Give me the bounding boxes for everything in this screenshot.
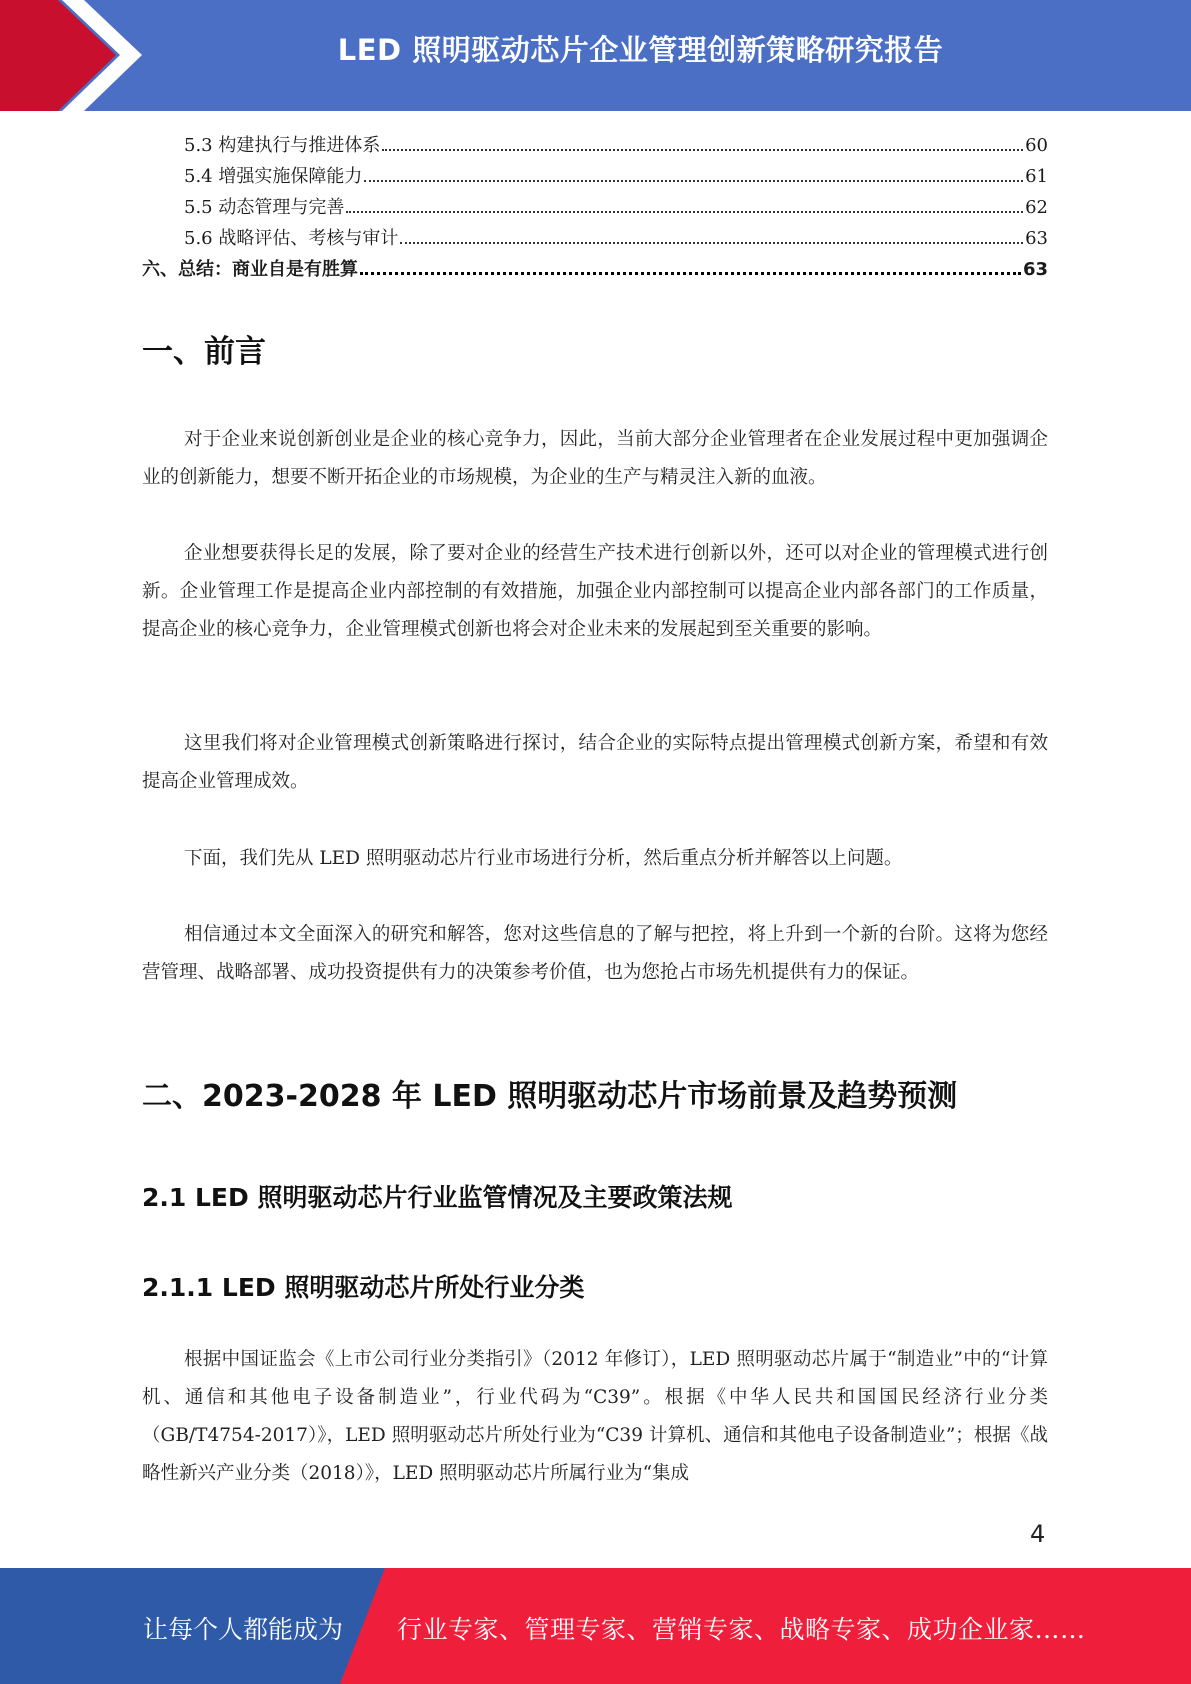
preface-paragraph: 下面，我们先从 LED 照明驱动芯片行业市场进行分析，然后重点分析并解答以上问题。 [184, 848, 903, 869]
toc-entry-page: 63 [1025, 228, 1048, 249]
toc-entry-page: 62 [1025, 197, 1048, 218]
section-2-1-1-paragraph: 根据中国证监会《上市公司行业分类指引》（2012 年修订），LED 照明驱动芯片属于“制造业”中的“计算机、通信和其他电子设备制造业”，行业代码为“C39”。根据《中华人民共和国国民经济行业分类（GB/T4754-2017）》，LED 照明驱动芯片所处行业为“C39 计算机、通信和其他电子设备制造业”；根据《战略性新兴产业分类（2018）》，LED 照明驱动芯片所属行业为“集成 [142, 1349, 1048, 1484]
footer-slogan-right: 行业专家、管理专家、营销专家、战略专家、成功企业家…… [397, 1615, 1086, 1644]
red-chevron-graphic [0, 0, 160, 111]
preface-paragraph: 企业想要获得长足的发展，除了要对企业的经营生产技术进行创新以外，还可以对企业的管理模式进行创新。企业管理工作是提高企业内部控制的有效措施，加强企业内部控制可以提高企业内部各部门的工作质量，提高企业的核心竞争力，企业管理模式创新也将会对企业未来的发展起到至关重要的影响。 [142, 543, 1048, 640]
preface-paragraph: 对于企业来说创新创业是企业的核心竞争力，因此，当前大部分企业管理者在企业发展过程中更加强调企业的创新能力，想要不断开拓企业的市场规模，为企业的生产与精灵注入新的血液。 [142, 429, 1048, 488]
header-banner [0, 0, 1191, 111]
toc-entry-page: 60 [1025, 135, 1048, 156]
toc-entry[interactable] [142, 131, 1048, 162]
toc-entry-label: 5.4 增强实施保障能力 [184, 166, 363, 187]
toc-entry[interactable] [142, 255, 1048, 286]
toc-entry-label: 六、总结：商业自是有胜算 [142, 259, 358, 280]
section-2-heading: 二、2023-2028 年 LED 照明驱动芯片市场前景及趋势预测 [142, 1079, 958, 1114]
table-of-contents [142, 131, 1048, 286]
toc-entry-page: 61 [1025, 166, 1048, 187]
preface-heading: 一、前言 [142, 334, 266, 370]
toc-dot-leader [364, 180, 1023, 182]
toc-dot-leader [346, 211, 1023, 213]
toc-dot-leader [360, 272, 1021, 275]
section-2-1-1-heading: 2.1.1 LED 照明驱动芯片所处行业分类 [142, 1273, 585, 1302]
footer-slogan-left: 让每个人都能成为 [143, 1615, 344, 1644]
preface-paragraph: 这里我们将对企业管理模式创新策略进行探讨，结合企业的实际特点提出管理模式创新方案，希望和有效提高企业管理成效。 [142, 733, 1048, 792]
toc-dot-leader [382, 149, 1023, 151]
toc-dot-leader [400, 242, 1023, 244]
footer-banner [0, 1568, 1191, 1684]
report-title: LED 照明驱动芯片企业管理创新策略研究报告 [337, 33, 944, 67]
preface-paragraph: 相信通过本文全面深入的研究和解答，您对这些信息的了解与把控，将上升到一个新的台阶。这将为您经营管理、战略部署、成功投资提供有力的决策参考价值，也为您抢占市场先机提供有力的保证。 [142, 924, 1048, 983]
toc-entry[interactable] [142, 224, 1048, 255]
page-number: 4 [1030, 1520, 1046, 1548]
toc-entry[interactable] [142, 193, 1048, 224]
toc-entry-label: 5.6 战略评估、考核与审计 [184, 228, 399, 249]
toc-entry[interactable] [142, 162, 1048, 193]
toc-entry-label: 5.5 动态管理与完善 [184, 197, 345, 218]
section-2-1-heading: 2.1 LED 照明驱动芯片行业监管情况及主要政策法规 [142, 1183, 733, 1212]
toc-entry-label: 5.3 构建执行与推进体系 [184, 135, 381, 156]
toc-entry-page: 63 [1022, 259, 1048, 280]
